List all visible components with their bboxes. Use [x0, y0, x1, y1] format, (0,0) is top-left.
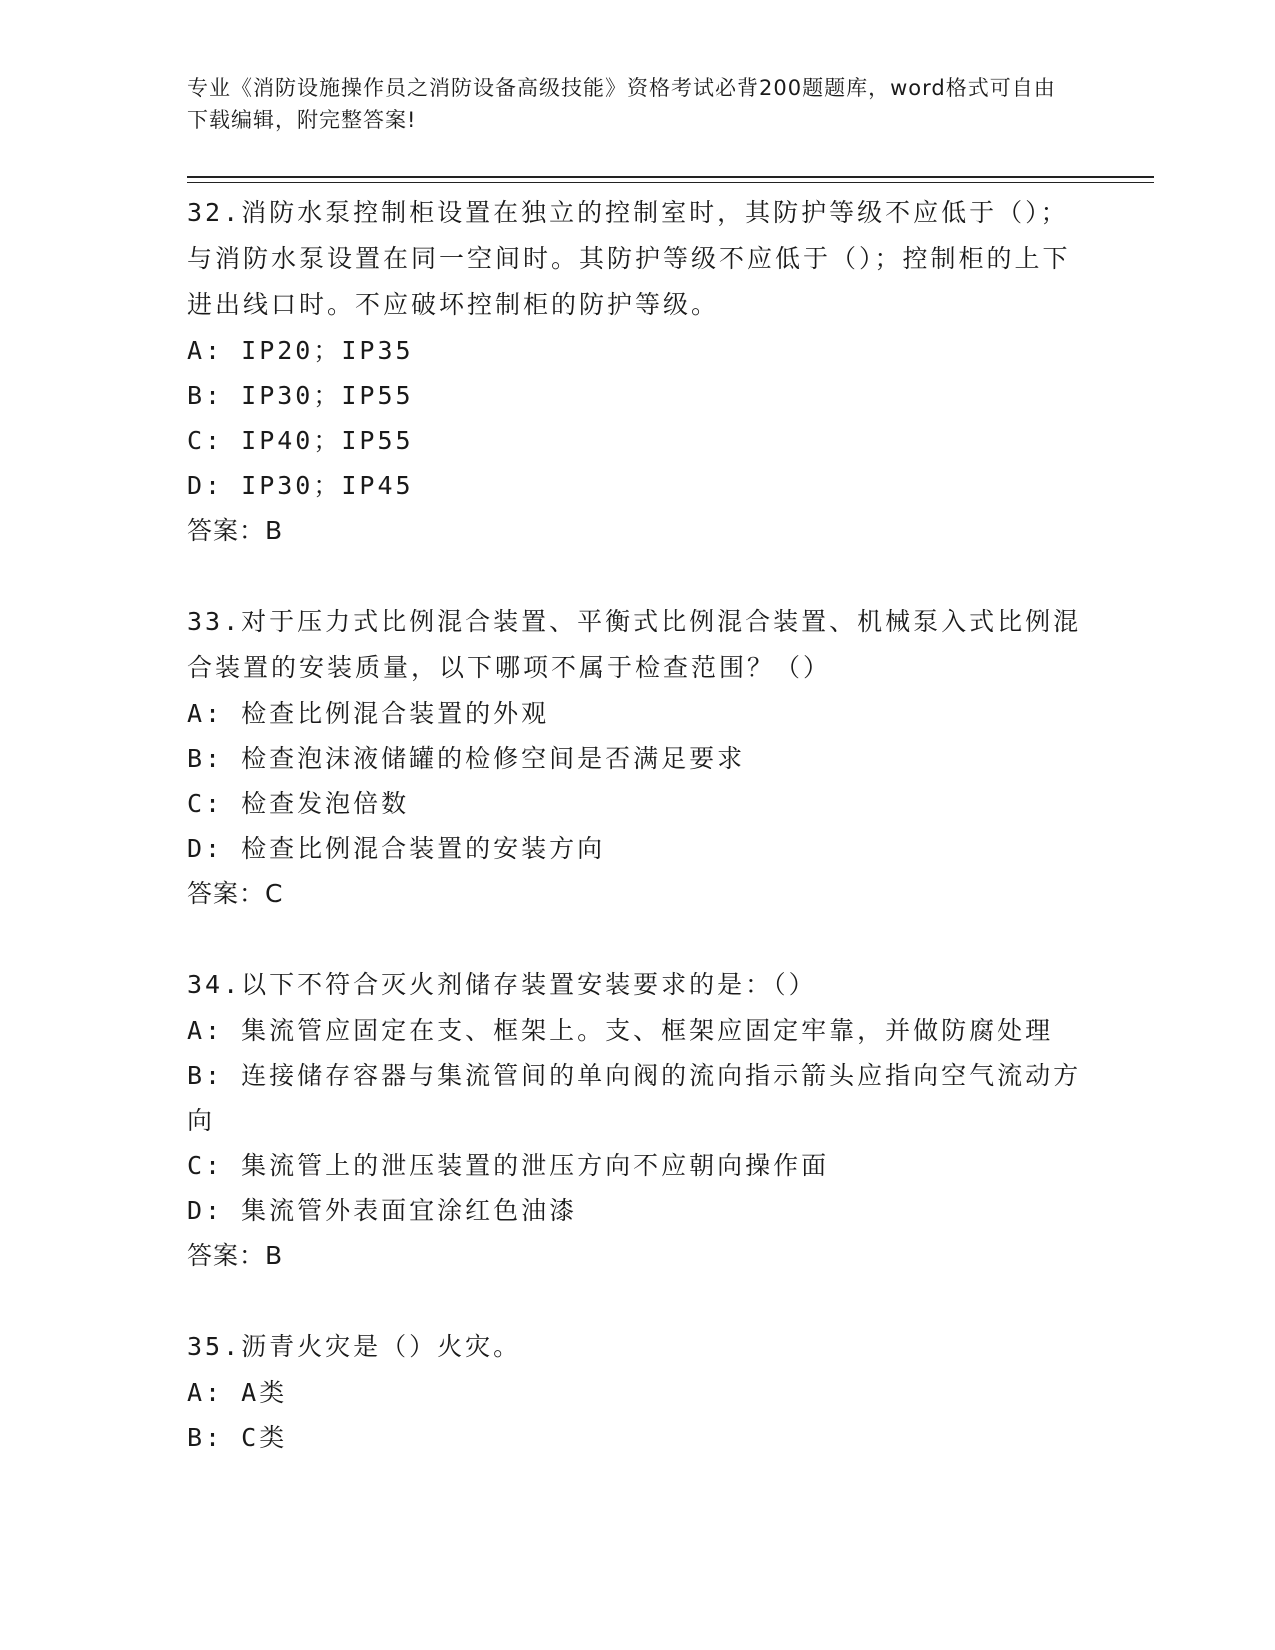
option-b: B: 连接储存容器与集流管间的单向阀的流向指示箭头应指向空气流动方向	[187, 1061, 1082, 1135]
question-35	[187, 1324, 1087, 1460]
question-33	[187, 599, 1087, 916]
header-divider-thick	[187, 176, 1154, 178]
answer: 答案：C	[187, 879, 284, 908]
option-d: D: 检查比例混合装置的安装方向	[187, 834, 606, 863]
answer: 答案：B	[187, 1241, 284, 1270]
question-stem: 34.以下不符合灭火剂储存装置安装要求的是：（）	[187, 970, 817, 999]
option-d: D: 集流管外表面宜涂红色油漆	[187, 1196, 578, 1225]
option-c: C: IP40；IP55	[187, 426, 414, 455]
option-a: A: 检查比例混合装置的外观	[187, 699, 550, 728]
question-32	[187, 190, 1087, 553]
answer: 答案：B	[187, 516, 284, 545]
question-stem: 32.消防水泵控制柜设置在独立的控制室时，其防护等级不应低于（）；与消防水泵设置在同一空间时。其防护等级不应低于（）；控制柜的上下进出线口时。不应破坏控制柜的防护等级。	[187, 198, 1071, 319]
option-d: D: IP30；IP45	[187, 471, 414, 500]
option-b: B: IP30；IP55	[187, 381, 414, 410]
header-divider-thin	[187, 182, 1154, 183]
option-a: A: A类	[187, 1378, 288, 1407]
document-intro: 专业《消防设施操作员之消防设备高级技能》资格考试必背200题题库，word格式可自由下载编辑，附完整答案!	[187, 76, 1056, 132]
question-34	[187, 962, 1087, 1278]
question-list	[187, 190, 1087, 1460]
option-c: C: 检查发泡倍数	[187, 789, 410, 818]
question-stem: 33.对于压力式比例混合装置、平衡式比例混合装置、机械泵入式比例混合装置的安装质量，以下哪项不属于检查范围？（）	[187, 607, 1082, 682]
option-b: B: C类	[187, 1423, 288, 1452]
question-stem: 35.沥青火灾是（）火灾。	[187, 1332, 522, 1361]
option-b: B: 检查泡沫液储罐的检修空间是否满足要求	[187, 744, 746, 773]
option-a: A: 集流管应固定在支、框架上。支、框架应固定牢靠，并做防腐处理	[187, 1016, 1054, 1045]
option-c: C: 集流管上的泄压装置的泄压方向不应朝向操作面	[187, 1151, 830, 1180]
option-a: A: IP20；IP35	[187, 336, 414, 365]
